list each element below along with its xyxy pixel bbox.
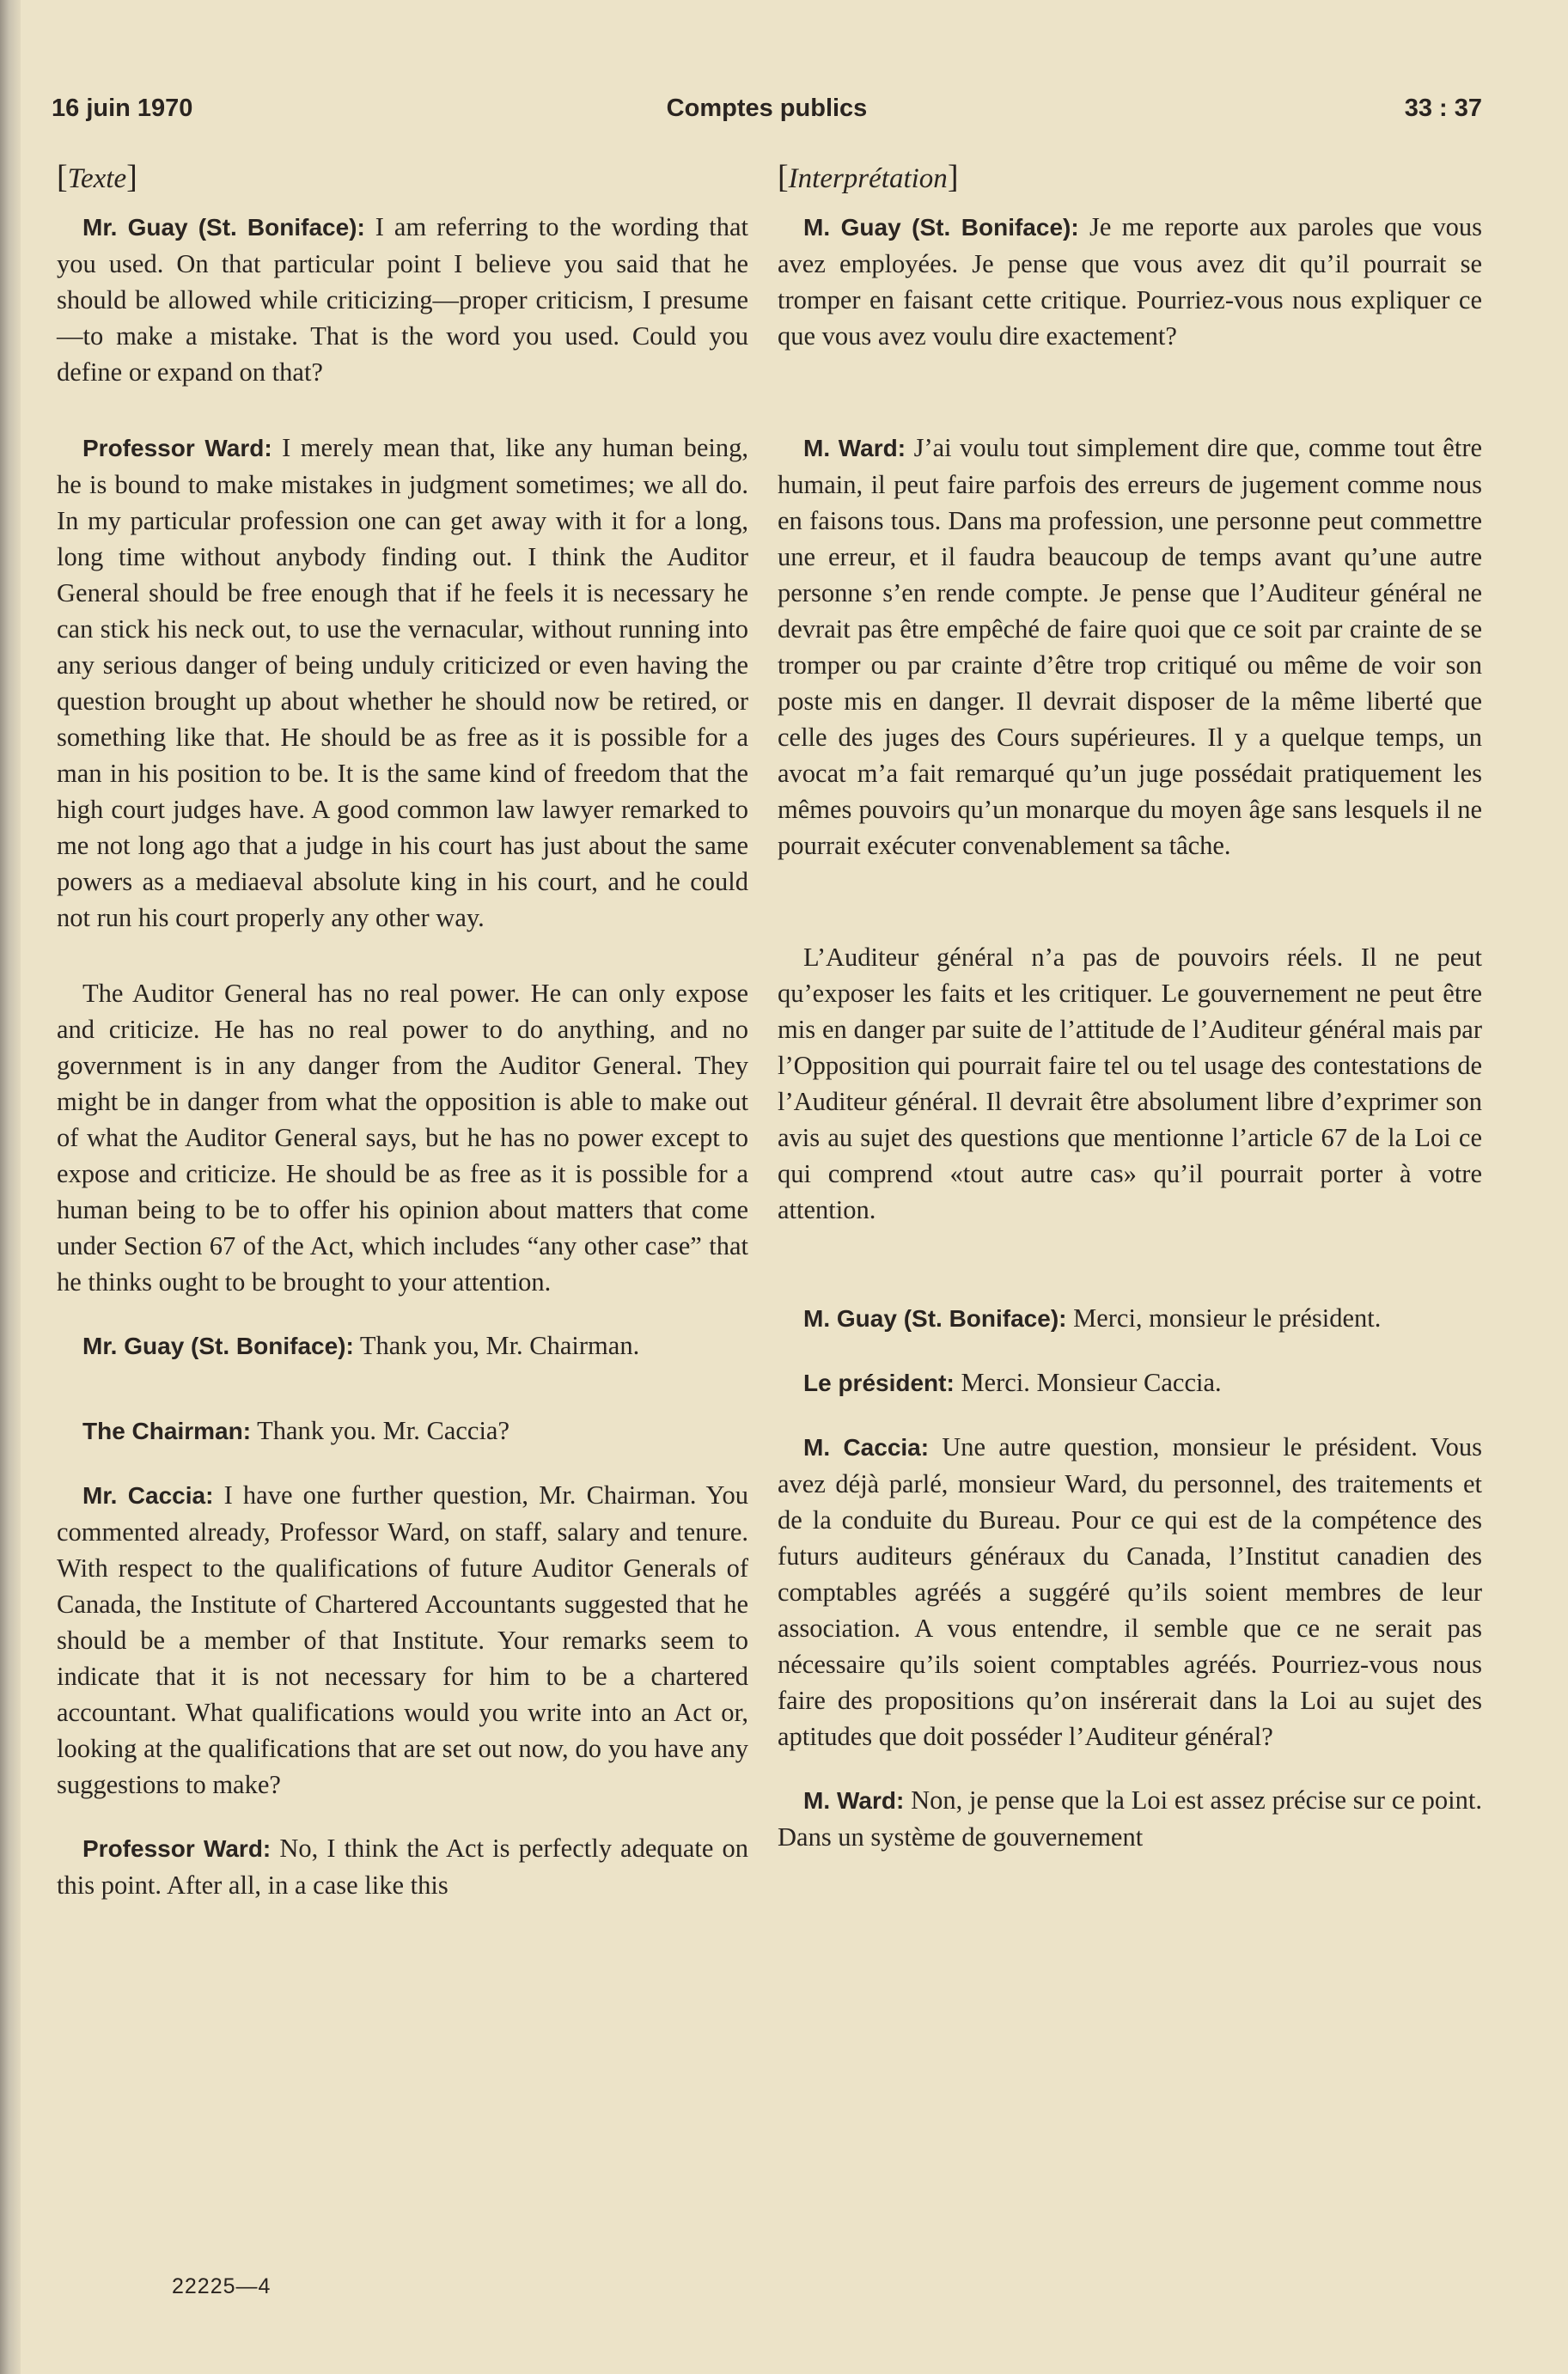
paragraph: Mr. Guay (St. Boniface): Thank you, Mr. Chairman. [82,1331,640,1360]
column-heading-interpretation: [Interprétation] [778,159,959,195]
paragraph: Mr. Caccia: I have one further question, Mr. Chairman. You commented already, Professor Ward, on staff, salary and tenure. With respect to the qualifications of future Auditor Generals of Canada, the Institute of Chartered Accountants suggested that he should be a member of that Institute. Your remarks seem to indicate that it is not necessary for him to be a chartered accountant. What qualifications would you write into an Act or, looking at the qualifications that are set out now, do you have any suggestions to make? [57,1480,749,1799]
english-text-column [57,159,748,1903]
signature-mark: 22225—4 [172,2274,272,2298]
column-heading-texte: [Texte] [57,159,137,195]
french-interpretation-column [778,159,1482,1855]
paragraph: M. Ward: Non, je pense que la Loi est assez précise sur ce point. Dans un système de gouvernement [778,1785,1483,1852]
paragraph: L’Auditeur général n’a pas de pouvoirs réels. Il ne peut qu’exposer les faits et les critiquer. Le gouvernement ne peut être mis en danger par suite de l’attitude de l’Auditeur général mais par l’Opposition qui pourrait faire tel ou tel usage des contestations de l’Auditeur général. Il devrait être absolument libre d’exprimer son avis au sujet des questions que mentionne l’article 67 de la Loi ce qui comprend «tout autre cas» qu’il pourrait porter à votre attention. [778,943,1482,1224]
paragraph: Professor Ward: No, I think the Act is perfectly adequate on this point. After all, in a case like this [57,1834,749,1900]
paragraph: Professor Ward: I merely mean that, like any human being, he is bound to make mistakes in judgment sometimes; we all do. In my particular profession one can get away with it for a long, long time without anybody finding out. I think the Auditor General should be free enough that if he feels it is necessary he can stick his neck out, to use the vernacular, without running into any serious danger of being unduly criticized or even having the question brought up about whether he should now be retired, or something like that. He should be as free as it is possible for a man in his position to be. It is the same kind of freedom that the high court judges have. A good common law lawyer remarked to me not long ago that a judge in his court has just about the same powers as a mediaeval absolute king in his court, and he could not run his court properly any other way. [57,433,749,932]
paragraph: The Chairman: Thank you. Mr. Caccia? [82,1416,509,1445]
paragraph: Mr. Guay (St. Boniface): I am referring to the wording that you used. On that particular point I believe you said that he should be allowed while criticizing—proper criticism, I presume—to make a mistake. That is the word you used. Could you define or expand on that? [57,212,749,387]
paragraph: M. Ward: J’ai voulu tout simplement dire que, comme tout être humain, il peut faire parfois des erreurs de jugement comme nous en faisons tous. Dans ma profession, une personne peut commettre une erreur, et il faudra beaucoup de temps avant qu’une autre personne s’en rende compte. Je pense que l’Auditeur général ne devrait pas être empêché de faire quoi que ce soit par crainte de se tromper ou par crainte d’être trop critiqué ou même de voir son poste mis en danger. Il devrait disposer de la même liberté que celle des juges des Cours supérieures. Il y a quelque temps, un avocat m’a fait remarqué qu’un juge possédait pratiquement les mêmes pouvoirs qu’un monarque du moyen âge sans lesquels il ne pourrait exécuter convenablement sa tâche. [778,433,1483,860]
running-header [52,95,1482,129]
header-date: 16 juin 1970 [52,95,193,122]
header-title: Comptes publics [666,95,868,122]
header-page-number: 33 : 37 [1404,95,1482,122]
page-binding-edge [0,0,21,2374]
paragraph: M. Guay (St. Boniface): Je me reporte aux paroles que vous avez employées. Je pense que vous avez dit qu’il pourrait se tromper en faisant cette critique. Pourriez-vous nous expliquer ce que vous avez voulu dire exactement? [778,212,1482,351]
paragraph: Le président: Merci. Monsieur Caccia. [803,1368,1222,1397]
paragraph: M. Caccia: Une autre question, monsieur le président. Vous avez déjà parlé, monsieur Ward, du personnel, des traitements et de la conduite du Bureau. Pour ce qui est de la compétence des futurs auditeurs généraux du Canada, l’Institut canadien des comptables agréés a suggéré qu’ils soient membres de leur association. A vous entendre, il semble que ce ne serait pas nécessaire qu’ils soient comptables agréés. Pourriez-vous nous faire des propositions qu’on insérerait dans la Loi au sujet des aptitudes que doit posséder l’Auditeur général? [778,1432,1483,1751]
paragraph: The Auditor General has no real power. He can only expose and criticize. He has no real power to do anything, and no government is in any danger from the Auditor General. They might be in danger from what the opposition is able to make out of what the Auditor General says, but he has no power except to expose and criticize. He should be as free as it is possible for a human being to be to offer his opinion about matters that come under Section 67 of the Act, which includes “any other case” that he thinks ought to be brought to your attention. [57,979,748,1297]
paragraph: M. Guay (St. Boniface): Merci, monsieur le président. [803,1303,1382,1333]
